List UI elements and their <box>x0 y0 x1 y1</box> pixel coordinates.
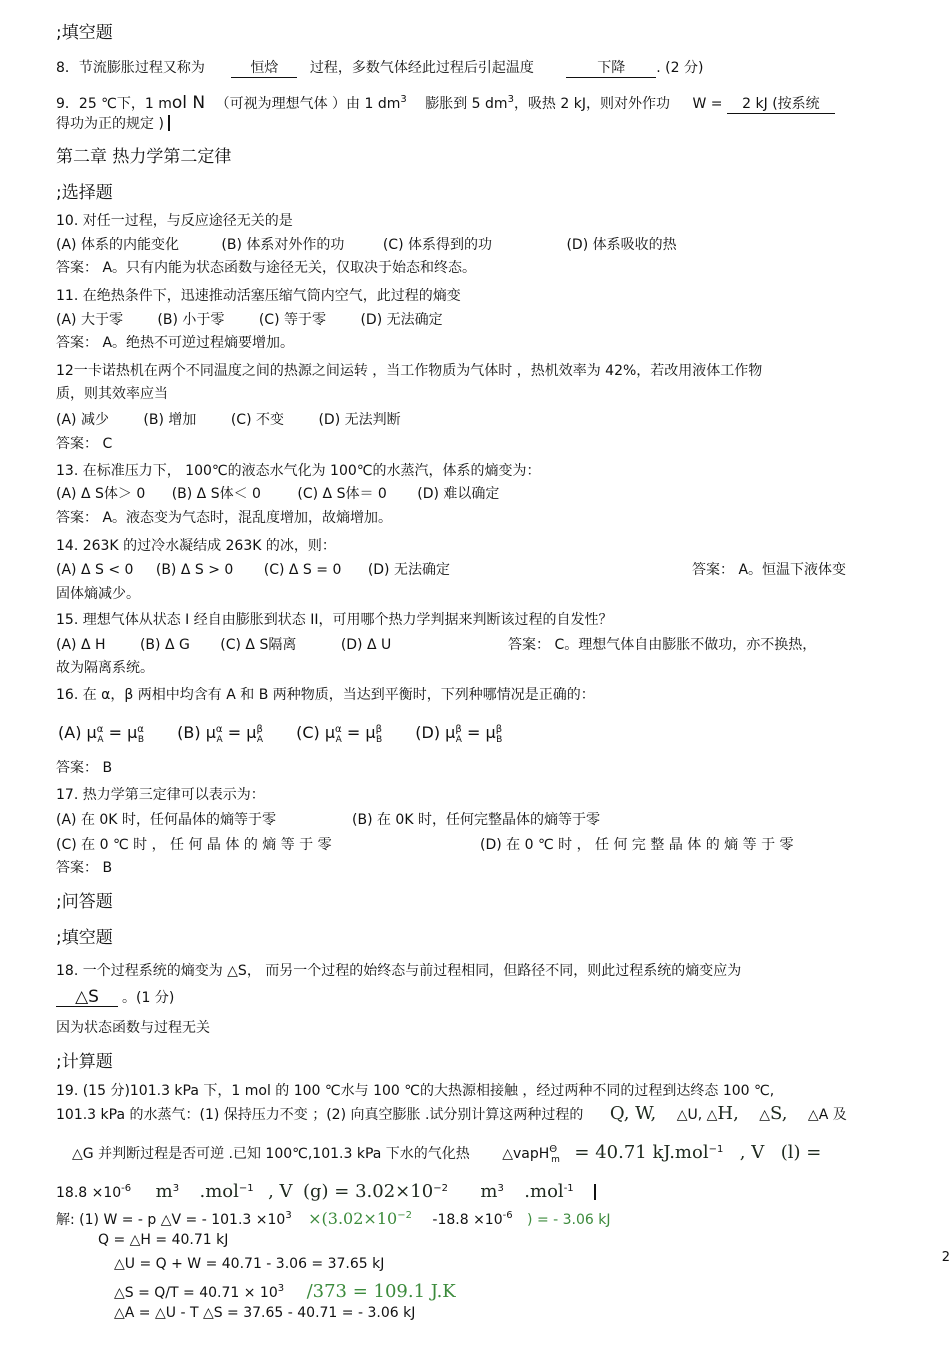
question-15-answer-2: 故为隔离系统。 <box>56 660 154 676</box>
question-17-option-c: (C) 在 0 ℃ 时 ， 任 何 晶 体 的 熵 等 于 零 <box>56 837 332 853</box>
q9-answer-blank: 2 kJ (按系统 <box>727 95 835 114</box>
option-d: (D) $\mu^\beta_A = \mu^\beta_B$ <box>415 723 503 745</box>
section-heading-fill-in-2: ;填空题 <box>56 928 113 948</box>
option-a: (A) 体系的内能变化 <box>56 237 179 253</box>
section-heading-fill-in: ;填空题 <box>56 23 113 43</box>
question-17-option-d: (D) 在 0 ℃ 时 ， 任 何 完 整 晶 体 的 熵 等 于 零 <box>480 837 794 853</box>
option-c: (C) 等于零 <box>258 312 326 328</box>
question-9-line-2: 得功为正的规定 ) <box>56 115 170 133</box>
question-10-options <box>56 236 677 254</box>
question-17-stem: 17. 热力学第三定律可以表示为： <box>56 787 265 803</box>
option-a: (A) 大于零 <box>56 312 123 328</box>
option-c: (C) Δ S隔离 <box>220 637 297 653</box>
question-19-line-1: 19. (15 分)101.3 kPa 下，1 mol 的 100 ℃水与 100 ℃的大热源相接触 ，经过两种不同的过程到达终态 100 ℃, <box>56 1083 775 1099</box>
question-14-stem: 14. 263K 的过冷水凝结成 263K 的冰，则： <box>56 538 336 554</box>
option-c: (C) 不变 <box>230 412 284 428</box>
question-10-answer: 答案： A。只有内能为状态函数与途径无关，仅取决于始态和终态。 <box>56 260 477 276</box>
text-cursor <box>168 115 170 131</box>
question-16-stem: 16. 在 α，β 两相中均含有 A 和 B 两种物质，当达到平衡时，下列种哪情况是正确的： <box>56 687 595 703</box>
question-11-answer: 答案： A。绝热不可逆过程熵要增加。 <box>56 335 295 351</box>
question-15-answer: 答案： C。理想气体自由膨胀不做功，亦不换热， <box>508 637 817 653</box>
option-d: (D) 无法确定 <box>360 312 443 328</box>
question-14-answer: 答案： A。恒温下液体变 <box>692 562 847 578</box>
section-heading-choice: ;选择题 <box>56 183 113 203</box>
option-d: (D) 体系吸收的热 <box>566 237 677 253</box>
option-c: (C) $\mu^\alpha_A = \mu^\beta_B$ <box>296 723 383 745</box>
solution-step-4: △S = $Q/T = 40.71 \times 10^3$ /373 = 109.1 J.K <box>114 1281 456 1302</box>
option-d: (D) 难以确定 <box>417 486 500 502</box>
question-11-stem: 11. 在绝热条件下，迅速推动活塞压缩气筒内空气，此过程的熵变 <box>56 288 461 304</box>
question-13-answer: 答案： A。液态变为气态时，混乱度增加，故熵增加。 <box>56 510 393 526</box>
q8-answer-blank-2: 下降 <box>566 59 656 78</box>
option-c: (C) Δ S = 0 <box>263 562 342 578</box>
option-a: (A) 减少 <box>56 412 109 428</box>
chapter-title: 第二章 热力学第二定律 <box>56 147 232 167</box>
option-a: (A) Δ H <box>56 637 106 653</box>
page-number: 2 <box>941 1250 950 1265</box>
question-15-options <box>56 636 391 654</box>
option-c: (C) Δ S体＝ 0 <box>297 486 387 502</box>
option-b: (B) 小于零 <box>157 312 225 328</box>
solution-step-3: △U = Q + W = 40.71 - 3.06 = 37.65 kJ <box>114 1256 385 1272</box>
option-d: (D) Δ U <box>340 637 392 653</box>
question-18-stem: 18. 一个过程系统的熵变为 △S， 而另一个过程的始终态与前过程相同，但路径不同，则此过程系统的熵变应为 <box>56 963 742 979</box>
section-heading-calc: ;计算题 <box>56 1052 113 1072</box>
option-a: (A) $\mu^\alpha_A = \mu^\alpha_B$ <box>58 723 145 745</box>
text-cursor <box>594 1184 596 1200</box>
option-d: (D) 无法确定 <box>367 562 450 578</box>
question-9: 9．25 ℃下，1 mol N （可视为理想气体 ）由 1 $dm^3$ 膨胀到 5 $dm^3$，吸热 2 kJ，则对外作功 W = 2 kJ (按系统 <box>56 91 835 114</box>
question-12-options <box>56 411 401 429</box>
question-12-stem: 12一卡诺热机在两个不同温度之间的热源之间运转 ，当工作物质为气体时 ，热机效率为 42%，若改用液体工作物 <box>56 363 763 379</box>
question-19-line-2: 101.3 kPa 的水蒸气：(1) 保持压力不变 ；(2) 向真空膨胀 .试分别计算这两种过程的 Q, W, △U, △H, △S, △A 及 <box>56 1103 847 1124</box>
solution-step-2: Q = △H = 40.71 kJ <box>98 1232 229 1248</box>
question-8: 8．节流膨胀过程又称为 恒焓 过程，多数气体经此过程后引起温度 下降 . (2 分) <box>56 60 704 76</box>
option-b: (B) $\mu^\alpha_A = \mu^\beta_A$ <box>177 723 263 745</box>
question-17-option-a: (A) 在 0K 时，任何晶体的熵等于零 <box>56 812 276 828</box>
question-16-answer: 答案： B <box>56 760 113 776</box>
question-14-options <box>56 561 450 579</box>
option-b: (B) Δ S > 0 <box>155 562 234 578</box>
option-b: (B) 体系对外作的功 <box>221 237 345 253</box>
question-17-option-b: (B) 在 0K 时，任何完整晶体的熵等于零 <box>352 812 600 828</box>
question-11-options <box>56 311 443 329</box>
solution-step-5: △A = △U - T △S = 37.65 - 40.71 = - 3.06 kJ <box>114 1305 416 1321</box>
option-b: (B) Δ S体＜ 0 <box>171 486 261 502</box>
question-13-options <box>56 485 499 503</box>
option-b: (B) Δ G <box>139 637 190 653</box>
question-17-answer: 答案： B <box>56 860 113 876</box>
question-15-stem: 15. 理想气体从状态 I 经自由膨胀到状态 II，可用哪个热力学判据来判断该过程的自发性？ <box>56 612 613 628</box>
q18-answer-blank: △S <box>56 988 118 1007</box>
option-c: (C) 体系得到的功 <box>382 237 492 253</box>
solution-step-1: 解: (1) W = - p △V = - $101.3 \times 10^3 \times(3.02\times 10^{-2}$ $-18.8 \times 10^{-6}$ ) = - 3.06 kJ <box>56 1209 611 1228</box>
option-d: (D) 无法判断 <box>318 412 401 428</box>
question-19-line-3: △G 并判断过程是否可逆 .已知 100℃,101.3 kPa 下水的气化热 △vapH$^\Theta_m$ = 40.71 kJ.mol$^{-1}$ , V (l) = <box>72 1142 822 1165</box>
option-a: (A) Δ S体＞ 0 <box>56 486 146 502</box>
question-14-answer-2: 固体熵减少。 <box>56 586 140 602</box>
option-a: (A) Δ S < 0 <box>56 562 134 578</box>
question-18-reason: 因为状态函数与过程无关 <box>56 1020 210 1036</box>
question-19-line-4: $18.8 \times 10^{-6}$ $m^3$ .mol$^{-1}$ , V $(g) = 3.02\times 10^{-2}$ $m^3$ .mol$^{-1}$ <box>56 1177 596 1205</box>
question-18-blank-line: △S 。(1 分) <box>56 988 174 1007</box>
question-12-stem-2: 质，则其效率应当 <box>56 386 168 402</box>
question-16-options <box>58 717 502 753</box>
question-10-stem: 10. 对任一过程，与反应途径无关的是 <box>56 213 293 229</box>
option-b: (B) 增加 <box>143 412 197 428</box>
question-13-stem: 13. 在标准压力下， 100℃的液态水气化为 100℃的水蒸汽，体系的熵变为： <box>56 463 541 479</box>
section-heading-qa: ;问答题 <box>56 892 113 912</box>
question-12-answer: 答案： C <box>56 436 113 452</box>
q8-answer-blank-1: 恒焓 <box>231 59 297 78</box>
